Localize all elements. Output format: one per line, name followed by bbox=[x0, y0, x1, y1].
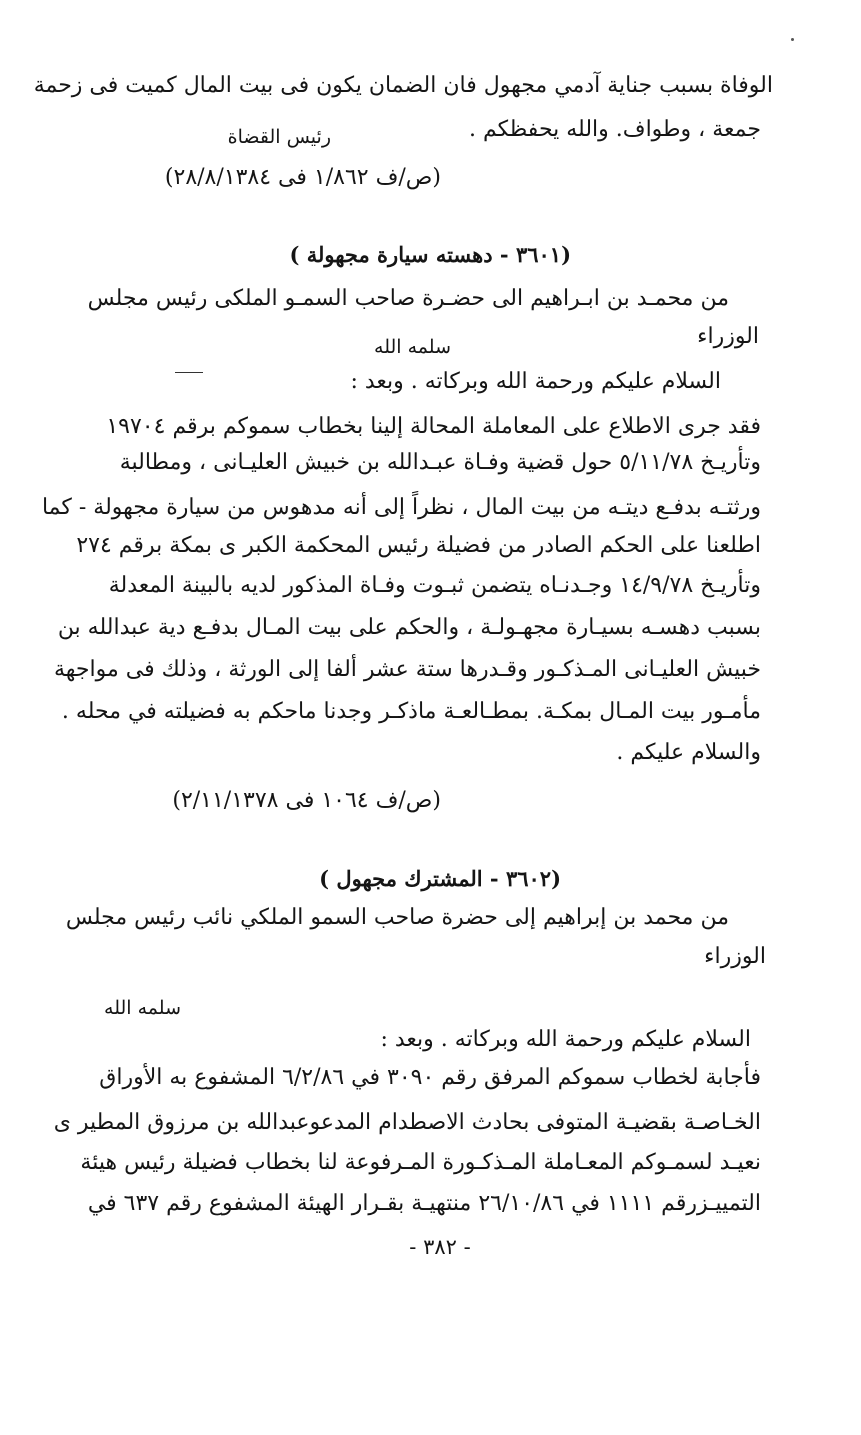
from-line: من محمد بن إبراهيم إلى حضرة صاحب السمو الملكي نائب رئيس مجلس bbox=[65, 905, 729, 930]
text-line: جمعة ، وطواف. والله يحفظكم . bbox=[468, 117, 761, 142]
section-heading: (٣٦٠٢ - المشترك مجهول ) bbox=[319, 866, 561, 891]
divider-mark bbox=[175, 372, 203, 373]
body-line: اطلعنا على الحكم الصادر من فضيلة رئيس المحكمة الكبر ى بمكة برقم ٢٧٤ bbox=[76, 533, 761, 558]
body-line: وتأريـخ ٥/١١/٧٨ حول قضية وفـاة عبـدالله بن خبيش العليـانى ، ومطالبة bbox=[119, 450, 761, 475]
body-line: نعيـد لسمـوكم المعـاملة المـذكـورة المـرفوعة لنا بخطاب فضيلة رئيس هيئة bbox=[80, 1150, 761, 1175]
from-line: الوزراء bbox=[704, 944, 766, 969]
scan-speck bbox=[791, 38, 794, 41]
body-line: ورثتـه بدفـع ديتـه من بيت المال ، نظراً إلى أنه مدهوس من سيارة مجهولة - كما bbox=[41, 495, 761, 520]
text-line: الوفاة بسبب جناية آدمي مجهول فان الضمان يكون فى بيت المال كميت فى زحمة bbox=[33, 73, 773, 98]
reference-note: (ص/ف ١/٨٦٢ فى ٢٨/٨/١٣٨٤) bbox=[164, 165, 441, 190]
body-line: وتأريـخ ١٤/٩/٧٨ وجـدنـاه يتضمن ثبـوت وفـاة المذكور لديه بالبينة المعدلة bbox=[108, 573, 761, 598]
body-line: مأمـور بيت المـال بمكـة. بمطـالعـة ماذكـر وجدنا ماحكم به فضيلته في محله . bbox=[61, 699, 761, 724]
from-line: من محمـد بن ابـراهيم الى حضـرة صاحب السمـو الملكى رئيس مجلس bbox=[87, 286, 729, 311]
section-heading: (٣٦٠١ - دهسته سيارة مجهولة ) bbox=[289, 242, 571, 267]
greeting: السلام عليكم ورحمة الله وبركاته . وبعد : bbox=[380, 1027, 751, 1052]
signature: رئيس القضاة bbox=[227, 126, 331, 148]
salutation: سلمه الله bbox=[104, 997, 181, 1019]
salutation: سلمه الله bbox=[374, 336, 451, 358]
body-line: خبيش العليـانى المـذكـور وقـدرها ستة عشر ألفا إلى الورثة ، وذلك فى مواجهة bbox=[54, 657, 761, 682]
body-line: بسبب دهسـه بسيـارة مجهـولـة ، والحكم على بيت المـال بدفـع دية عبدالله بن bbox=[57, 615, 761, 640]
body-line: فأجابة لخطاب سموكم المرفق رقم ٣٠٩٠ في ٦/٢/٨٦ المشفوع به الأوراق bbox=[99, 1065, 761, 1090]
page-number: - ٣٨٢ - bbox=[409, 1235, 471, 1259]
body-line: فقد جرى الاطلاع على المعاملة المحالة إلينا بخطاب سموكم برقم ١٩٧٠٤ bbox=[106, 414, 761, 439]
body-line: الخـاصـة بقضيـة المتوفى بحادث الاصطدام المدعوعبدالله بن مرزوق المطير ى bbox=[53, 1110, 761, 1135]
greeting: السلام عليكم ورحمة الله وبركاته . وبعد : bbox=[350, 369, 721, 394]
reference-note: (ص/ف ١٠٦٤ فى ٢/١١/١٣٧٨) bbox=[172, 788, 441, 813]
body-line: التمييـزرقم ١١١١ في ٢٦/١٠/٨٦ منتهيـة بقـرار الهيئة المشفوع رقم ٦٣٧ في bbox=[87, 1191, 761, 1216]
from-line: الوزراء bbox=[697, 324, 759, 349]
body-line: والسلام عليكم . bbox=[616, 740, 761, 765]
